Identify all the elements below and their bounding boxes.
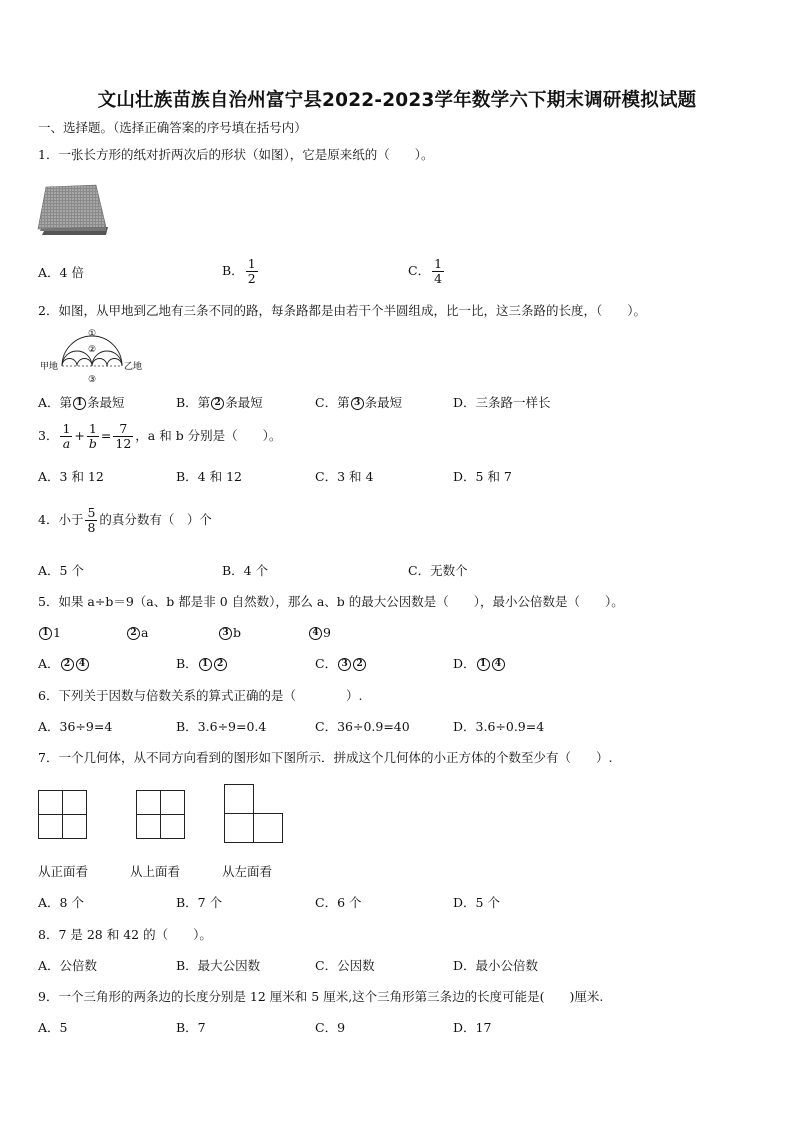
numerator: 1: [434, 256, 443, 271]
q7-option-c[interactable]: C．6 个: [315, 895, 362, 910]
q8-option-c[interactable]: C．公因数: [315, 958, 375, 973]
section-heading: 一、选择题。（选择正确答案的序号填在括号内）: [38, 120, 307, 135]
question-8-text: 8．7 是 28 和 42 的（ ）。: [38, 927, 212, 942]
option-text: C．第: [315, 395, 350, 410]
q3-option-b[interactable]: B．4 和 12: [176, 469, 242, 484]
denominator: a: [62, 436, 71, 451]
grid-cell: [224, 784, 254, 814]
question-5-text: 5．如果 a÷b＝9（a、b 都是非 0 自然数），那么 a、b 的最大公因数是（ ），最小公倍数是（ ）。: [38, 594, 624, 609]
q8-option-b[interactable]: B．最大公因数: [176, 958, 261, 973]
circled-number: 1: [39, 627, 52, 640]
option-text: 条最短: [364, 395, 403, 410]
front-view-label: 从正面看: [38, 864, 89, 879]
circled-number: 1: [477, 658, 490, 671]
denominator: 4: [434, 271, 443, 286]
question-3-text: [38, 422, 281, 451]
option-text: 条最短: [225, 395, 263, 410]
circled-number: 3: [219, 627, 232, 640]
question-tail: ，a 和 b 分别是（ ）。: [135, 428, 282, 443]
left-view-label: 从左面看: [222, 864, 273, 879]
numerator: 7: [113, 422, 133, 437]
circled-number: 2: [127, 627, 140, 640]
top-view-label: 从上面看: [130, 864, 181, 879]
q1-option-c[interactable]: [408, 257, 446, 286]
fraction: [246, 257, 258, 286]
end-label: 乙地: [124, 362, 143, 372]
fraction-1: [60, 422, 72, 451]
fraction: [85, 506, 97, 535]
option-text: 条最短: [87, 395, 125, 410]
q7-option-b[interactable]: B．7 个: [176, 895, 223, 910]
question-1-text: 1．一张长方形的纸对折两次后的形状（如图），它是原来纸的（ ）。: [38, 147, 434, 162]
grid-cell: [160, 790, 185, 815]
q5-item-1: [38, 625, 61, 641]
path-2-marker: ②: [87, 345, 97, 355]
fraction: [432, 257, 444, 286]
circled-number: 3: [338, 658, 351, 671]
grid-cell: [136, 814, 161, 839]
page-title: 文山壮族苗族自治州富宁县2022-2023学年数学六下期末调研模拟试题: [97, 90, 697, 111]
circled-number: 1: [73, 397, 86, 410]
fraction-2: [87, 422, 99, 451]
denominator: 12: [115, 436, 132, 451]
option-label: A．: [38, 656, 60, 671]
question-2-text: 2．如图，从甲地到乙地有三条不同的路，每条路都是由若干个半圆组成，比一比，这三条路的长度，（ ）。: [38, 303, 646, 318]
q1-option-a[interactable]: A．4 倍: [38, 265, 84, 280]
option-text: B．第: [176, 395, 211, 410]
q8-option-a[interactable]: A．公倍数: [38, 958, 98, 973]
question-text: 4．小于: [38, 512, 84, 527]
numerator: 5: [87, 505, 96, 520]
q4-option-b[interactable]: B．4 个: [222, 563, 269, 578]
option-label: B．: [222, 263, 244, 278]
circled-number: 4: [76, 658, 89, 671]
option-label: C．: [315, 656, 338, 671]
q2-option-d[interactable]: D．三条路一样长: [453, 395, 551, 410]
question-number: 3．: [38, 428, 59, 443]
folded-paper-image: [36, 183, 110, 241]
numerator: 1: [247, 256, 256, 271]
q5-item-4: [308, 625, 331, 641]
q5-option-d[interactable]: [453, 656, 506, 672]
q2-option-a[interactable]: [38, 395, 125, 411]
denominator: b: [88, 436, 97, 451]
path-1-marker: ①: [87, 329, 97, 339]
grid-cell: [62, 790, 87, 815]
circled-number: 3: [351, 397, 364, 410]
q2-option-c[interactable]: [315, 395, 402, 411]
grid-cell: [62, 814, 87, 839]
q5-option-a[interactable]: [38, 656, 90, 672]
grid-cell: [38, 790, 63, 815]
q9-option-b[interactable]: B．7: [176, 1020, 206, 1035]
operator: +: [74, 428, 85, 443]
option-label: D．: [453, 656, 476, 671]
q5-item-2: [126, 625, 148, 641]
question-9-text: 9．一个三角形的两条边的长度分别是 12 厘米和 5 厘米,这个三角形第三条边的长度可能是( )厘米.: [38, 989, 604, 1004]
q8-option-d[interactable]: D．最小公倍数: [453, 958, 539, 973]
numerator: 1: [62, 421, 71, 436]
grid-cell: [253, 813, 283, 843]
circled-number: 2: [214, 658, 227, 671]
q6-option-a[interactable]: A．36÷9=4: [38, 719, 113, 734]
operator: =: [100, 428, 112, 443]
circled-number: 4: [492, 658, 505, 671]
grid-cell: [160, 814, 185, 839]
question-6-text: 6．下列关于因数与倍数关系的算式正确的是（ ）.: [38, 688, 363, 703]
item-value: a: [141, 625, 149, 640]
item-value: 1: [53, 625, 61, 640]
circled-number: 2: [61, 658, 74, 671]
q7-option-d[interactable]: D．5 个: [453, 895, 500, 910]
item-value: 9: [323, 625, 331, 640]
circled-number: 2: [353, 658, 366, 671]
start-label: 甲地: [40, 362, 59, 372]
option-label: B．: [176, 656, 198, 671]
q6-option-d[interactable]: D．3.6÷0.9=4: [453, 719, 545, 734]
denominator: 8: [87, 520, 96, 535]
grid-cell: [136, 790, 161, 815]
q7-option-a[interactable]: A．8 个: [38, 895, 84, 910]
item-value: b: [233, 625, 242, 640]
option-label: C．: [408, 263, 431, 278]
q6-option-c[interactable]: C．36÷0.9=40: [315, 719, 410, 734]
path-3-marker: ③: [87, 375, 97, 385]
q2-option-b[interactable]: [176, 395, 263, 411]
circled-number: 1: [199, 658, 212, 671]
q9-option-d[interactable]: D．17: [453, 1020, 492, 1035]
grid-cell: [224, 813, 254, 843]
q4-option-a[interactable]: A．5 个: [38, 563, 84, 578]
q3-option-d[interactable]: D．5 和 7: [453, 469, 512, 484]
denominator: 2: [247, 271, 256, 286]
numerator: 1: [87, 422, 99, 437]
question-4-text: [38, 506, 212, 535]
question-7-text: 7．一个几何体，从不同方向看到的图形如下图所示．拼成这个几何体的小正方体的个数至少有（ ）.: [38, 750, 613, 765]
q3-option-a[interactable]: A．3 和 12: [38, 469, 104, 484]
q4-option-c[interactable]: C．无数个: [408, 563, 468, 578]
fraction-3: [113, 422, 133, 451]
q6-option-b[interactable]: B．3.6÷9=0.4: [176, 719, 267, 734]
question-text: 的真分数有（ ）个: [99, 512, 212, 527]
q9-option-a[interactable]: A．5: [38, 1020, 68, 1035]
q3-option-c[interactable]: C．3 和 4: [315, 469, 374, 484]
q9-option-c[interactable]: C．9: [315, 1020, 346, 1035]
circled-number: 4: [309, 627, 322, 640]
q5-option-b[interactable]: [176, 656, 228, 672]
option-text: A．第: [38, 395, 73, 410]
circled-number: 2: [211, 397, 224, 410]
q1-option-b[interactable]: [222, 257, 260, 286]
grid-cell: [38, 814, 63, 839]
semicircle-paths-diagram: [38, 324, 150, 386]
q5-option-c[interactable]: [315, 656, 367, 672]
q5-item-3: [218, 625, 241, 641]
